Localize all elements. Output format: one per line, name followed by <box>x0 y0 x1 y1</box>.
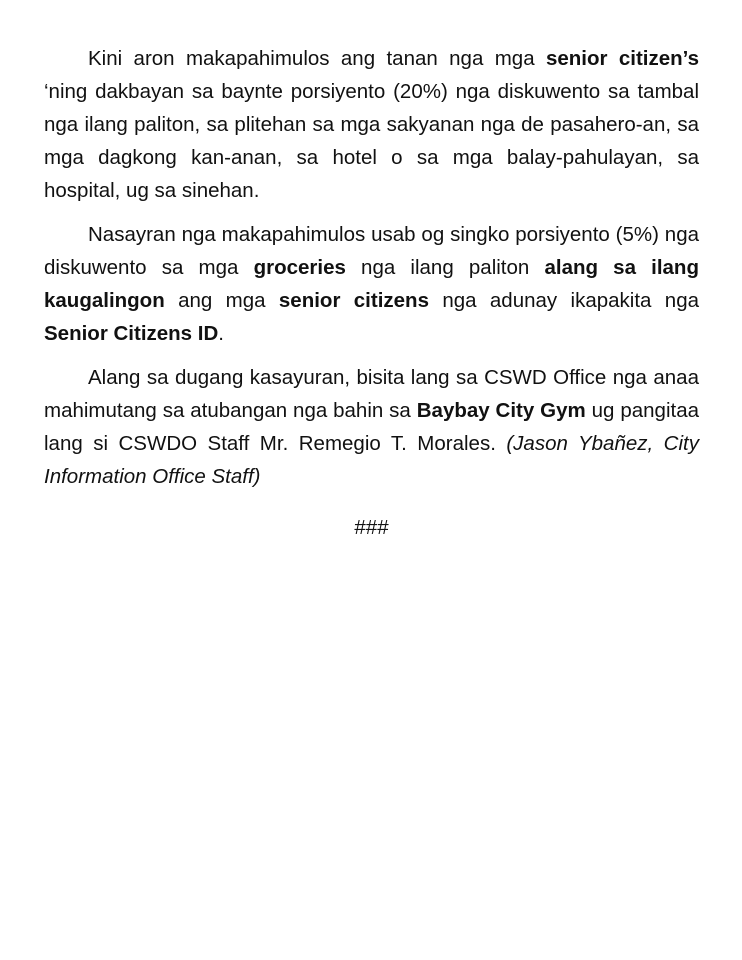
paragraph-text: ‘ning dakbayan sa baynte porsiyento (20%) nga diskuwento sa tambal nga ilang paliton, sa plitehan sa mga sakyanan nga de pasahero-an, sa mga dagkong kan-anan, sa hotel o sa mga balay-pahulayan, sa hospital, ug sa sinehan. <box>44 80 699 202</box>
bold-term: Senior Citizens ID <box>44 322 219 345</box>
paragraph-contact-info <box>44 361 699 493</box>
bold-term: Baybay City Gym <box>416 399 586 422</box>
bold-term: groceries <box>253 256 346 279</box>
end-mark: ### <box>354 516 389 539</box>
byline: (Jason Ybañez, City Information Office Staff) <box>44 432 699 488</box>
paragraph-text: . <box>218 322 224 345</box>
paragraph-text: nga adunay ikapakita nga <box>428 289 699 312</box>
bold-term: senior citizen’s <box>545 47 699 70</box>
paragraph-text: Nasayran nga makapahimulos usab og singko porsiyento (5%) nga diskuwento sa mga <box>44 223 699 279</box>
paragraph-text: Alang sa dugang kasayuran, bisita lang sa CSWD Office nga anaa mahimutang sa atubangan nga bahin sa <box>44 366 699 422</box>
paragraph-text: Kini aron makapahimulos ang tanan nga mga <box>88 47 546 70</box>
paragraph-text: nga ilang paliton <box>345 256 545 279</box>
bold-term: alang sa ilang kaugalingon <box>44 256 699 312</box>
bold-term: senior citizens <box>278 289 429 312</box>
paragraph-groceries-discount <box>44 218 699 350</box>
paragraph-text: ang mga <box>164 289 279 312</box>
paragraph-senior-discount <box>44 42 699 207</box>
document-page <box>44 42 699 544</box>
paragraph-text: ug pangitaa lang si CSWDO Staff Mr. Remegio T. Morales. <box>44 399 699 455</box>
